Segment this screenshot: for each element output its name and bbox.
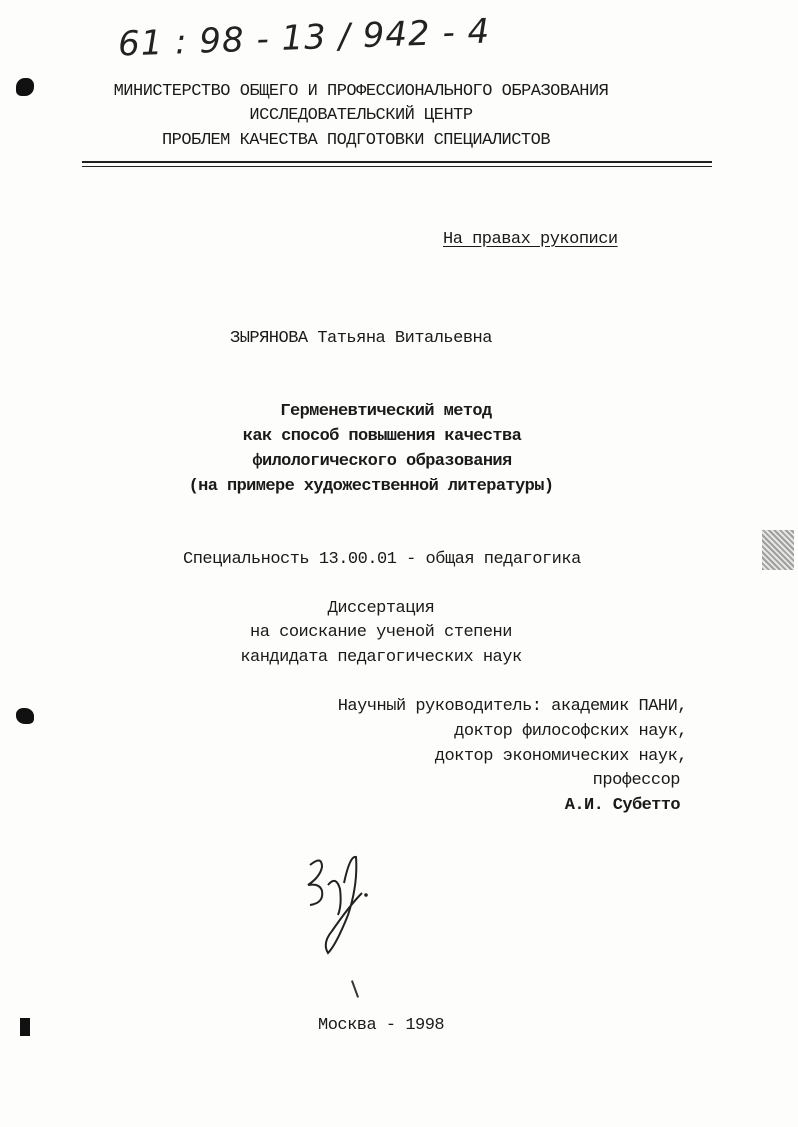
header-research-center: ИССЛЕДОВАТЕЛЬСКИЙ ЦЕНТР xyxy=(249,106,473,125)
header-ministry: МИНИСТЕРСТВО ОБЩЕГО И ПРОФЕССИОНАЛЬНОГО ОБРАЗОВАНИЯ xyxy=(113,82,609,101)
archive-code: 61 : 98 - 13 / 942 - 4 xyxy=(117,11,491,65)
thesis-title-line-4: (на примере художественной литературы) xyxy=(188,477,554,496)
header-problems: ПРОБЛЕМ КАЧЕСТВА ПОДГОТОВКИ СПЕЦИАЛИСТОВ xyxy=(161,131,551,150)
pen-stroke xyxy=(351,980,359,998)
scan-mark-bottom xyxy=(20,1018,30,1036)
author-name: ЗЫРЯНОВА Татьяна Витальевна xyxy=(230,329,492,348)
thesis-title-line-2: как способ повышения качества xyxy=(242,427,522,446)
place-and-year: Москва - 1998 xyxy=(318,1016,445,1035)
supervisor-line-3: доктор экономических наук, xyxy=(434,747,687,766)
dissertation-degree-name: кандидата педагогических наук xyxy=(240,648,522,667)
specialty: Специальность 13.00.01 - общая педагогика xyxy=(183,550,581,569)
dissertation-label: Диссертация xyxy=(327,599,435,618)
scan-noise-right xyxy=(762,530,794,570)
supervisor-name: А.И. Субетто xyxy=(564,796,680,815)
supervisor-line-1: Научный руководитель: академик ПАНИ, xyxy=(337,697,687,716)
signature xyxy=(300,845,380,960)
dissertation-degree-line: на соискание ученой степени xyxy=(250,623,512,642)
thesis-title-line-1: Герменевтический метод xyxy=(280,402,492,421)
manuscript-note: На правах рукописи xyxy=(443,230,618,249)
header-rule-bottom xyxy=(82,166,712,167)
supervisor-line-2: доктор философских наук, xyxy=(454,722,687,741)
supervisor-line-4: профессор xyxy=(592,771,680,790)
thesis-title-line-3: филологического образования xyxy=(252,452,512,471)
header-rule-top xyxy=(82,161,712,163)
